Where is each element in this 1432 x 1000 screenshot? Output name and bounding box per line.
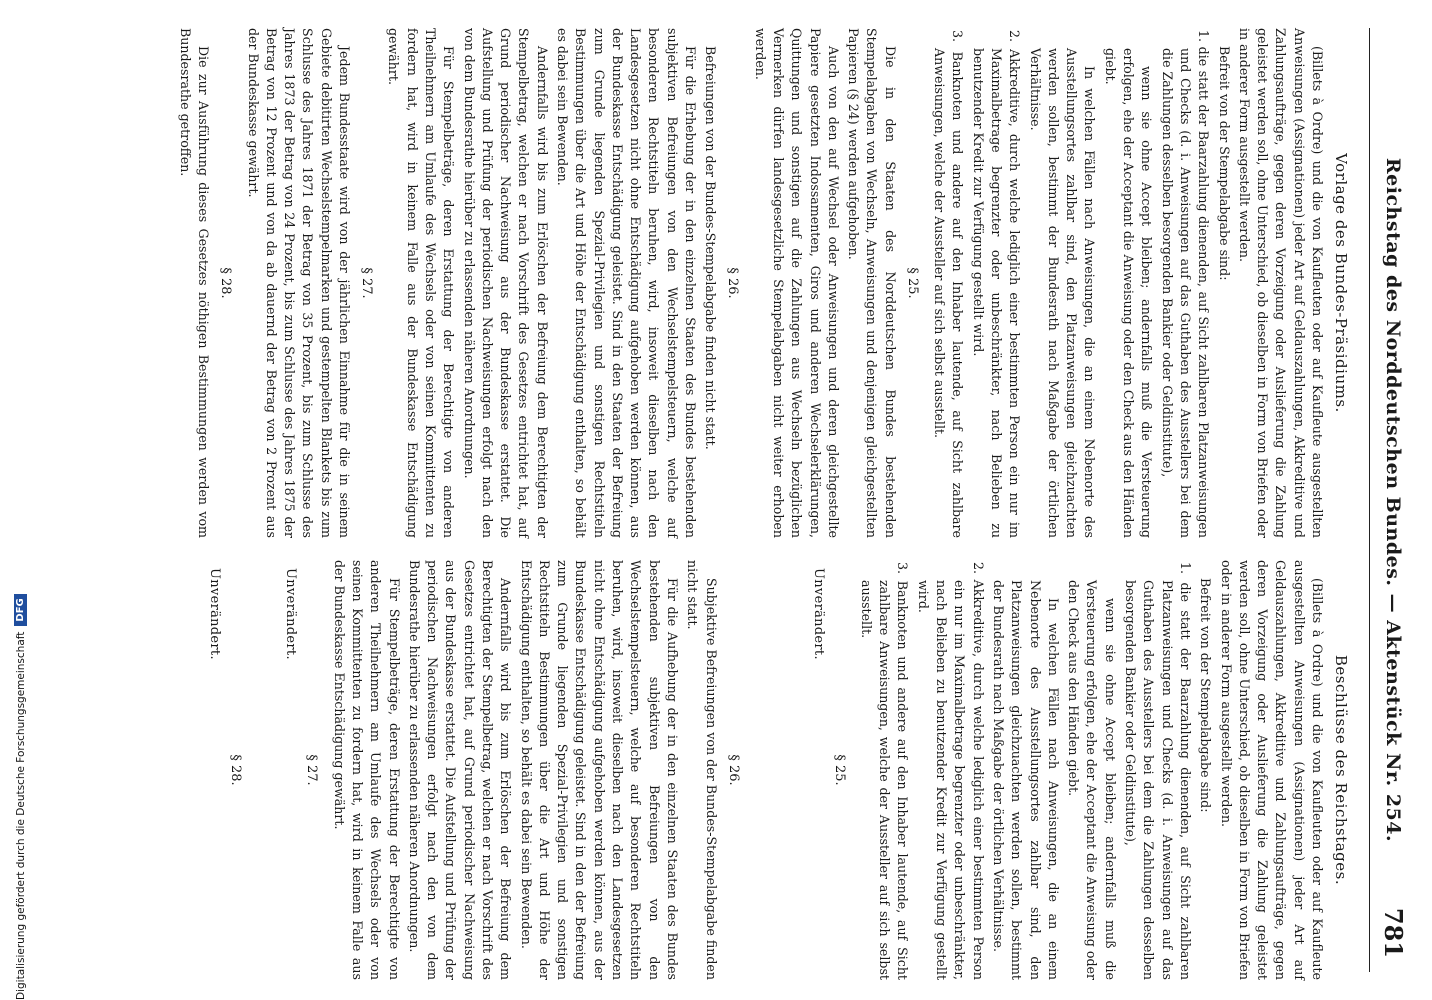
right-section-28-title: § 28. (228, 754, 244, 786)
right-column-title: Beschlüsse des Reichstages. (1332, 654, 1350, 886)
running-title: Reichstag des Norddeutschen Bundes. — Aktenstück Nr. 254. (1382, 157, 1404, 843)
right-item-1b: wenn sie ohne Accept bleiben; andernfalls muß die Versteuerung erfolgen, ehe der Acceptant die Anweisung oder den Check aus den Händen giebt. (1066, 580, 1118, 980)
spacer (751, 560, 811, 980)
right-section-25-title: § 25. (831, 754, 847, 786)
left-item-1c: In welchen Fällen nach Anweisungen, die an einem Nebenorte des Ausstellungsortes zahlbar sind, den Platzanweisungen gleichzuachten werden sollen, bestimmt der Bundesrath nach Maßgabe der örtlichen Verhältnisse. (1027, 48, 1098, 538)
left-section-26-head: Befreiungen von der Bundes-Stempelabgabe finden nicht statt. (703, 46, 719, 450)
right-befreit-heading: Befreit von der Stempelabgabe sind: (1198, 578, 1214, 813)
left-befreit-heading: Befreit von der Stempelabgabe sind: (1216, 46, 1232, 281)
page-number: 781 (1379, 907, 1408, 958)
left-section-26-text3: Für Stempelbeträge, deren Erstattung der Berechtigte von anderen Theilnehmern am Umlaufe des Wechsels oder von seinen Kommittenten zu fordern hat, wird in keinem Falle aus der Bundeskasse Entschädigung gewährt. (386, 28, 457, 538)
left-column-vorlage (72, 28, 1356, 538)
right-section-26-text3: Für Stempelbeträge, deren Erstattung der Berechtigte von anderen Theilnehmern am Umlaufe des Wechsels oder von seinen Kommittenten zu fordern hat, wird in keinem Falle aus der Bundeskasse Entschädigung gewährt. (331, 560, 402, 980)
right-item-1: 1. die statt der Baarzahlung dienenden, auf Sicht zahlbaren Platzanweisungen und Checks (d. i. Anweisungen auf das Guthaben des Ausstellers bei dem die Zahlungen desselben besorgenden Bankier oder Geldinstitute), (1123, 562, 1193, 980)
right-section-26-title: § 26. (725, 754, 741, 786)
left-section-26-text: Für die Erhebung der in den einzelnen Staaten des Bundes bestehenden subjektiven Befreiungen von den Wechselstempelsteuern, welche auf besonderen Rechtstiteln beruhen, wird, insoweit dieselben nach den Landesgesetzen nicht ohne Entschädigung aufgehoben werden können, aus der Bundeskasse Entschädigung geleistet. Sind in den Staaten der Befreiung zum Grunde liegenden Spezial-Privilegien und sonstigen Rechtstiteln Bestimmungen über die Art und Höhe der Entschädigung enthalten, so behält es dabei sein Bewenden. (555, 28, 699, 538)
right-section-25-text: Unverändert. (810, 568, 826, 660)
header-rule (1369, 28, 1370, 972)
right-item-1c: In welchen Fällen nach Anweisungen, die an einem Nebenorte des Ausstellungsortes zahlbar sind, den Platzanweisungen gleichzuachten werden sollen, bestimmt der Bundesrath nach Maßgabe der örtlichen Verhältnisse. (990, 580, 1061, 980)
left-section-27-text: Jedem Bundesstaate wird von der jährlichen Einnahme für die in seinem Gebiete debitirten Wechselstempelmarken und gestempelten Blankets bis zum Schlusse des Jahres 1871 der Betrag von 35 Prozent, bis zum Schlusse des Jahres 1873 der Betrag von 24 Prozent, bis zum Schlusse des Jahres 1875 der Betrag von 12 Prozent und von da ab dauernd der Betrag von 2 Prozent aus der Bundeskasse gewährt. (245, 28, 353, 538)
digitization-footer (14, 0, 27, 1000)
right-section-27-text: Unverändert. (283, 568, 299, 660)
left-item-1b: wenn sie ohne Accept bleiben; andernfalls muß die Versteuerung erfolgen, ehe der Acceptant die Anweisung oder den Check aus den Händen giebt. (1102, 48, 1155, 538)
digitization-note: Digitalisierung gefördert durch die Deutsche Forschungsgemeinschaft (14, 631, 27, 1000)
left-section-28-text: Die zur Ausführung dieses Gesetzes nöthigen Bestimmungen werden vom Bundesrathe getroffen. (177, 28, 212, 538)
right-section-27-title: § 27. (304, 754, 320, 786)
left-section-26-title: § 26. (725, 267, 741, 299)
right-section-28-text: Unverändert. (207, 568, 223, 660)
right-item-2: 2. Akkreditive, durch welche lediglich einer bestimmten Person ein nur im Maximalbetrage begrenzter oder unbeschränkter, nach Belieben zu benutzender Kredit zur Verfügung gestellt wird. (915, 562, 986, 980)
left-section-25-text: Die in den Staaten des Norddeutschen Bundes bestehenden Stempelabgaben von Wechseln, Anweisungen und denjenigen gleichgestellten Papieren (§ 24) werden aufgehoben. (846, 28, 898, 538)
right-item-3: 3. Banknoten und andere auf den Inhaber lautende, auf Sicht zahlbare Anweisungen, welche der Aussteller auf sich selbst ausstellt. (858, 562, 911, 980)
left-section-28-title: § 28. (218, 267, 234, 299)
right-section-26-text2: Andernfalls wird bis zum Erlöschen der Befreiung dem Berechtigten der Stempelbetrag, welchen er nach Vorschrift des Gesetzes entrichtet hat, auf Grund periodischer Nachweisung aus der Bundeskasse erstattet. Die Aufstellung und Prüfung der periodischen Nachweisungen erfolgt nach den von dem Bundesrathe hierüber zu erlassenden näheren Anordnungen. (406, 560, 514, 980)
dfg-logo-icon: DFG (14, 594, 27, 625)
rotated-document-page (52, 0, 1432, 1000)
left-item-1: 1. die statt der Baarzahlung dienenden, auf Sicht zahlbaren Platzanweisungen und Checks (d. i. Anweisungen auf das Guthaben des Ausstellers bei dem die Zahlungen desselben besorgenden Bankier oder Geldinstitute), (1159, 30, 1212, 538)
right-intro: (Billets à Ordre) und die von Kaufleuten oder auf Kaufleute ausgestellten Anweisungen (Assignationen) jeder Art auf Geldauszahlungen, Akkreditive und Zahlungsaufträge, gegen deren Vorzeigung oder Auslieferung die Zahlung geleistet werden soll, ohne Unterschied, ob dieselben in Form von Briefen oder in anderer Form ausgestellt werden. (1218, 560, 1325, 980)
right-section-26-text: Für die Aufhebung der in den einzelnen Staaten des Bundes bestehenden subjektiven Befreiungen von den Wechselstempelsteuern, welche auf besonderen Rechtstiteln beruhen, wird, insoweit dieselben nach den Landesgesetzen nicht ohne Entschädigung aufgehoben werden können, aus der Bundeskasse Entschädigung geleistet. Sind in den der Befreiung zum Grunde liegenden Spezial-Privilegien und sonstigen Rechtstiteln Bestimmungen über die Art und Höhe der Entschädigung enthalten, so behält es dabei sein Bewenden. (518, 560, 680, 980)
left-section-25-text2: Auch von den auf Wechsel oder Anweisungen und deren gleichgestellte Papiere gesetzten Indossamenten, Giros und anderen Wechselerklärungen, Quittungen und sonstigen auf die Zahlungen aus Wechseln bezüglichen Vermerken dürfen landesgesetzliche Stempelabgaben nicht weiter erhoben werden. (752, 28, 841, 538)
left-section-27-title: § 27. (359, 267, 375, 299)
left-section-25-title: § 25. (904, 267, 920, 299)
left-section-26-text2: Andernfalls wird bis zum Erlöschen der Befreiung dem Berechtigten der Stempelbetrag, welchen er nach Vorschrift des Gesetzes entrichtet hat, auf Grund periodischer Nachweisung aus der Bundeskasse erstattet. Die Aufstellung und Prüfung der periodischen Nachweisungen erfolgt nach den von dem Bundesrathe hierüber zu erlassenden näheren Anordnungen. (461, 28, 550, 538)
left-column-title: Vorlage des Bundes-Präsidiums. (1332, 153, 1350, 413)
left-intro: (Billets à Ordre) und die von Kaufleuten oder auf Kaufleute ausgestellten Anweisungen (Assignationen) jeder Art auf Geldauszahlungen, Akkreditive und Zahlungsaufträge, gegen deren Vorzeigung oder Auslieferung die Zahlung geleistet werden soll, ohne Unterschied, ob dieselben in Form von Briefen oder in anderer Form ausgestellt werden. (1236, 28, 1325, 538)
right-column-beschluesse (72, 560, 1356, 980)
right-section-26-head: Subjektive Befreiungen von der Bundes-Stempelabgabe finden nicht statt. (685, 560, 719, 980)
left-item-2: 2. Akkreditive, durch welche lediglich einer bestimmten Person ein nur im Maximalbetrage begrenzter oder unbeschränkter, nach Belieben zu benutzender Kredit zur Verfügung gestellt wird. (970, 30, 1023, 538)
left-item-3: 3. Banknoten und andere auf den Inhaber lautende, auf Sicht zahlbare Anweisungen, welche der Aussteller auf sich selbst ausstellt. (932, 30, 966, 538)
